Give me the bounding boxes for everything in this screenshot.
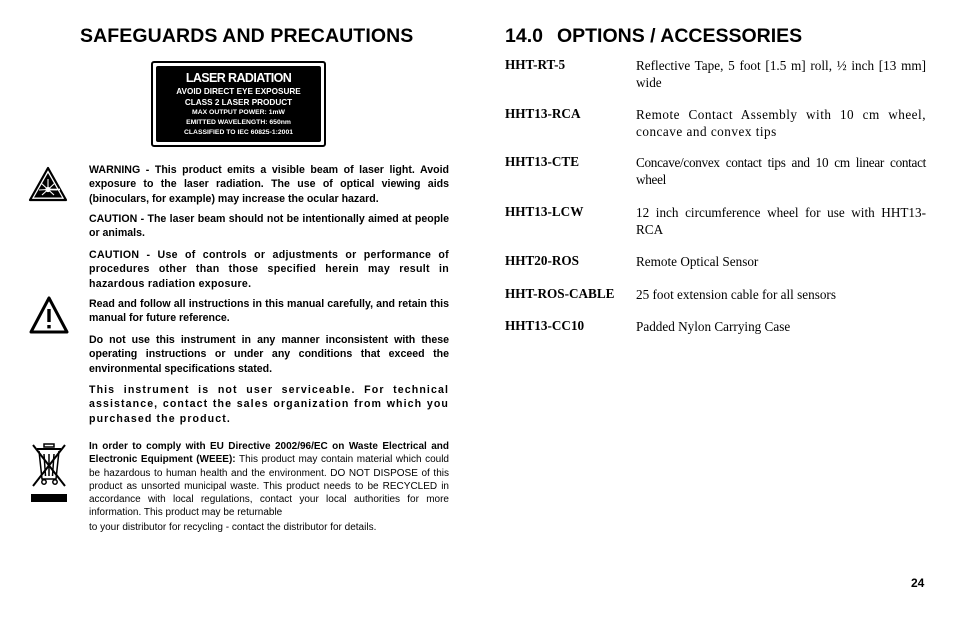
do-not-use-paragraph: Do not use this instrument in any manner inconsistent with these operating instructions or under any conditions that exceed the environmental specifications stated. bbox=[89, 334, 449, 375]
accessory-code: HHT-RT-5 bbox=[505, 57, 566, 72]
laser-hazard-icon bbox=[28, 166, 68, 202]
accessory-code: HHT20-ROS bbox=[505, 253, 580, 268]
caution-aim-paragraph: CAUTION - The laser beam should not be intentionally aimed at people or animals. bbox=[89, 213, 449, 240]
laser-label-line1: AVOID DIRECT EYE EXPOSURE bbox=[176, 87, 301, 96]
laser-label-line3: MAX OUTPUT POWER: 1mW bbox=[192, 109, 285, 116]
accessory-desc: Concave/convex contact tips and 10 cm linear contact wheel bbox=[636, 155, 926, 187]
accessory-desc: 25 foot extension cable for all sensors bbox=[636, 287, 836, 302]
accessory-desc: Remote Optical Sensor bbox=[636, 254, 759, 269]
accessory-desc: Padded Nylon Carrying Case bbox=[636, 319, 791, 334]
section-number: 14.0 bbox=[505, 25, 543, 47]
read-instructions-paragraph: Read and follow all instructions in this manual carefully, and retain this manual for future reference. bbox=[89, 298, 449, 325]
crossed-out-bin-icon bbox=[30, 442, 68, 504]
laser-label-line2: CLASS 2 LASER PRODUCT bbox=[184, 98, 293, 107]
accessory-code: HHT-ROS-CABLE bbox=[505, 286, 615, 301]
laser-label-panel bbox=[156, 66, 321, 142]
laser-label-line4: EMITTED WAVELENGTH: 650nm bbox=[186, 119, 291, 126]
accessory-desc: Remote Contact Assembly with 10 cm wheel, concave and convex tips bbox=[636, 107, 926, 139]
laser-label-line5: CLASSIFIED TO IEC 60825-1:2001 bbox=[183, 129, 294, 136]
accessory-desc: Reflective Tape, 5 foot [1.5 m] roll, ½ inch [13 mm] wide bbox=[636, 58, 926, 90]
accessory-code: HHT13-RCA bbox=[505, 106, 581, 121]
section-title: OPTIONS / ACCESSORIES bbox=[556, 25, 803, 47]
laser-radiation-label bbox=[151, 61, 326, 147]
accessory-code: HHT13-CC10 bbox=[505, 318, 585, 333]
not-serviceable-paragraph: This instrument is not user serviceable. For technical assistance, contact the sales organization from which you purchased the product. bbox=[89, 384, 449, 425]
section-heading-options bbox=[505, 25, 802, 48]
warning-triangle-icon bbox=[28, 295, 70, 335]
section-heading-safeguards: SAFEGUARDS AND PRECAUTIONS bbox=[80, 25, 414, 47]
weee-paragraph bbox=[89, 440, 449, 520]
accessory-desc: 12 inch circumference wheel for use with HHT13-RCA bbox=[636, 205, 926, 237]
caution-controls-paragraph: CAUTION - Use of controls or adjustments or performance of procedures other than those specified herein may result in hazardous radiation exposure. bbox=[89, 249, 449, 290]
warning-paragraph: WARNING - This product emits a visible beam of laser light. Avoid exposure to the laser radiation. The use of optical viewing aids (binoculars, for example) may increase the ocular hazard. bbox=[89, 164, 449, 205]
accessory-code: HHT13-CTE bbox=[505, 154, 580, 169]
weee-text: This product may contain material which could be hazardous to human health and the environment. DO NOT DISPOSE of this product as unsorted municipal waste. This product needs to be RECYCLED in accordance with local regulations, contact your local authorities for more information. This product may be returnable bbox=[89, 454, 449, 519]
laser-label-title: LASER RADIATION bbox=[185, 71, 292, 85]
weee-bold-text: In order to comply with EU Directive 2002/96/EC on Waste Electrical and Electronic Equipment (WEEE): bbox=[89, 441, 449, 466]
page-number: 24 bbox=[911, 576, 925, 590]
weee-last-line: to your distributor for recycling - contact the distributor for details. bbox=[89, 522, 377, 533]
accessory-code: HHT13-LCW bbox=[505, 204, 584, 219]
